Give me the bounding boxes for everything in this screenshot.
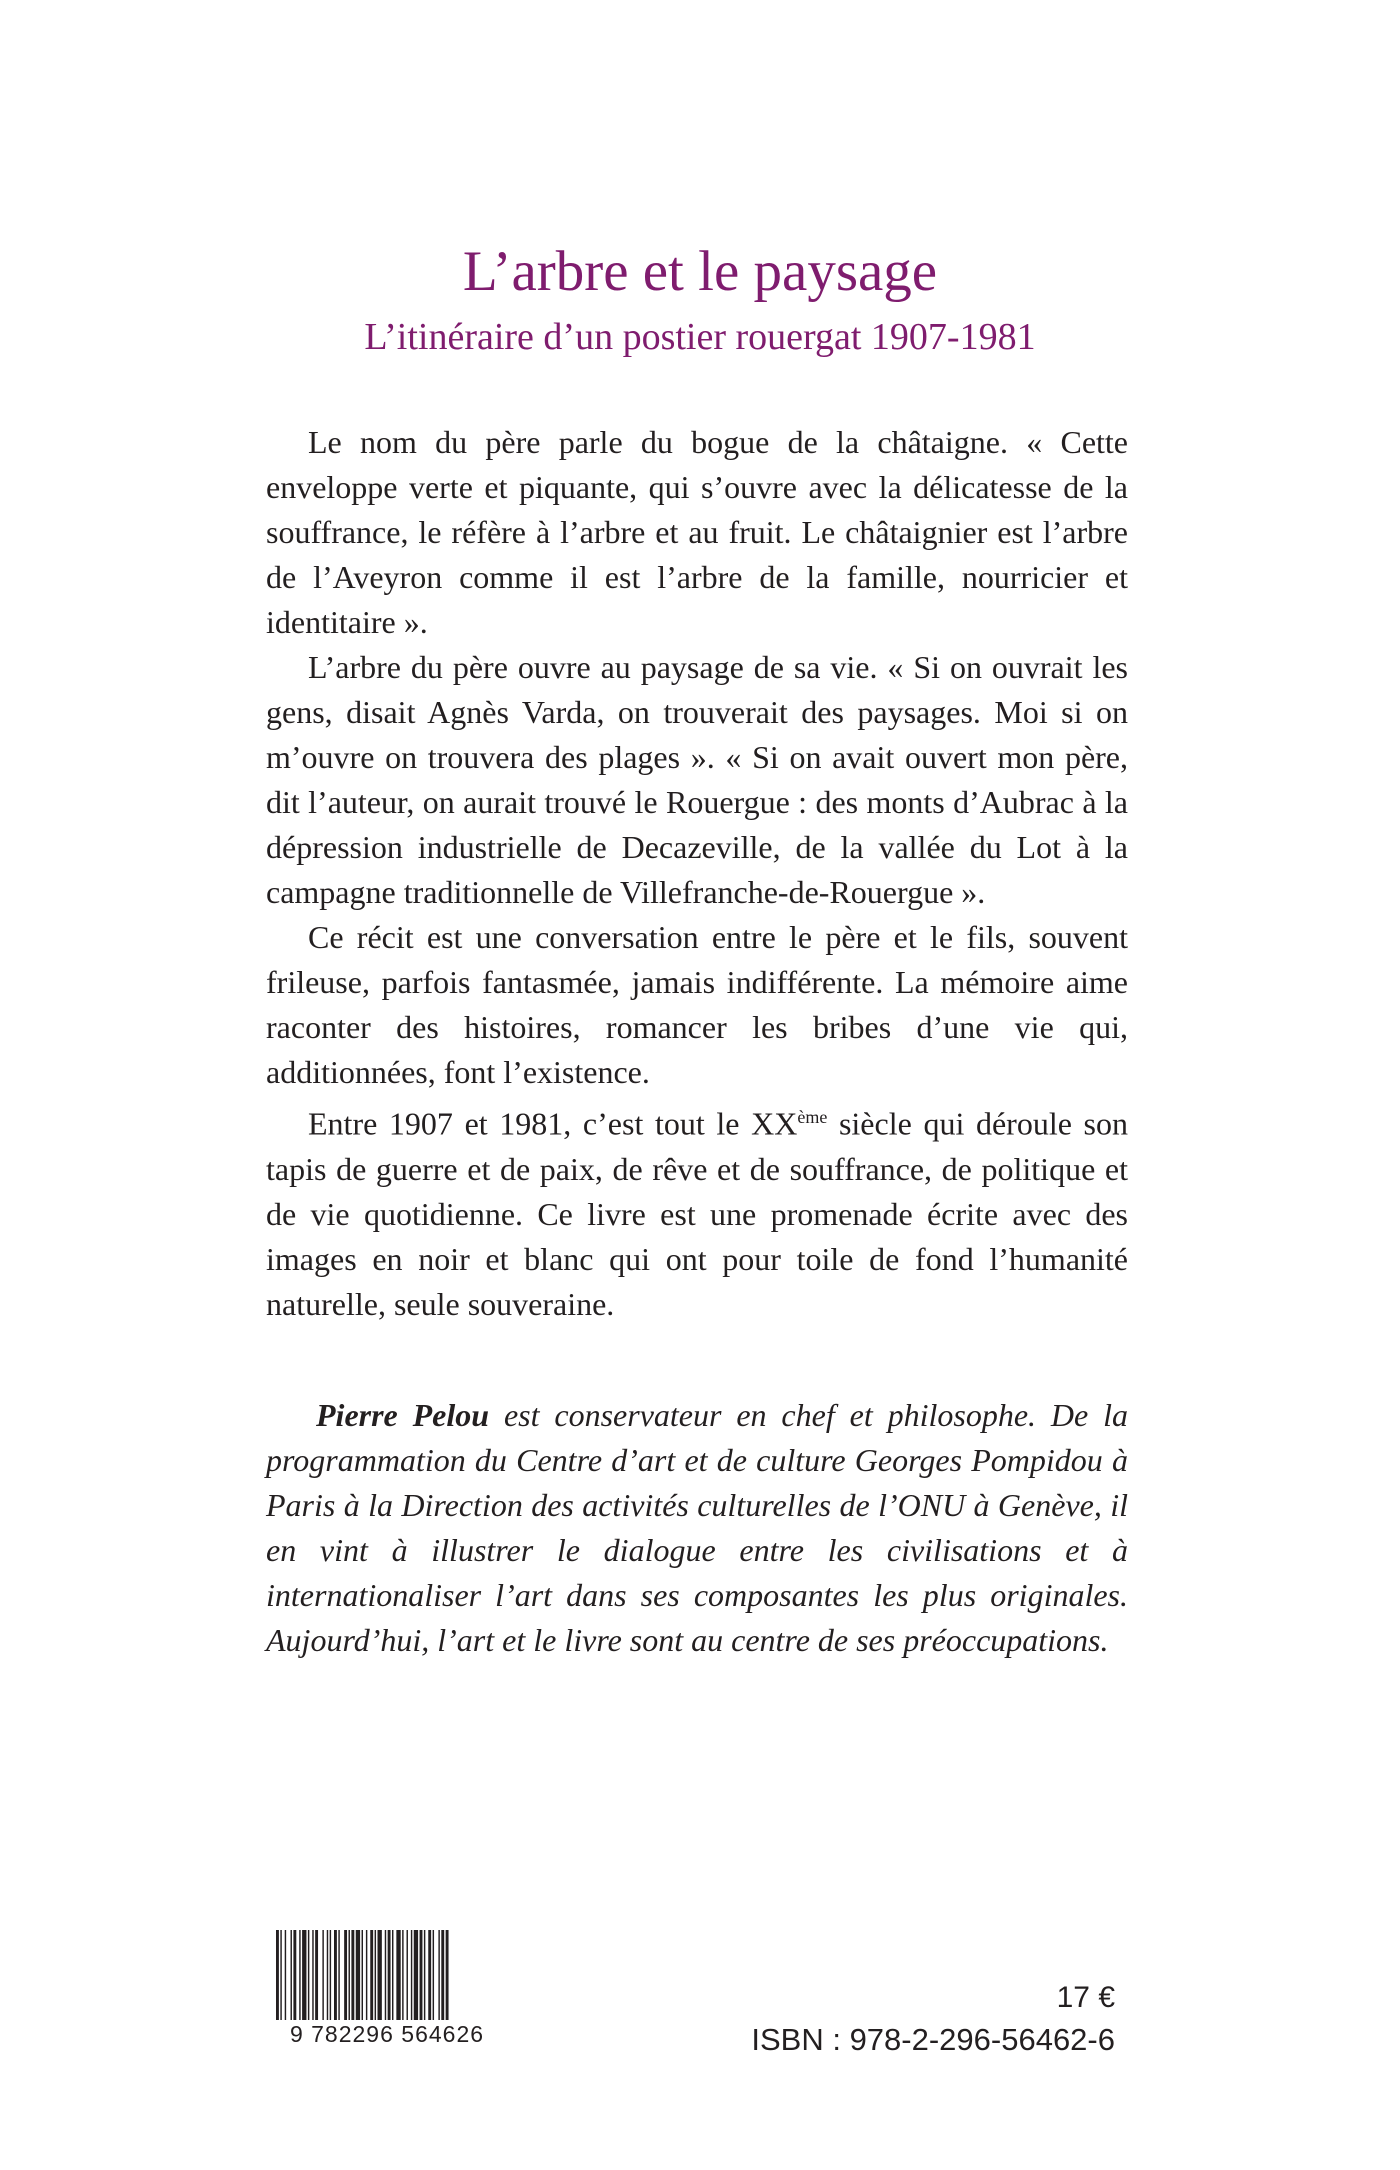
- book-title: L’arbre et le paysage: [462, 240, 938, 303]
- barcode-bar: [441, 1930, 444, 2025]
- barcode-bars: [276, 1930, 498, 2025]
- barcode-bar: [370, 1930, 373, 2025]
- barcode-bar: [351, 1930, 354, 2025]
- barcode-bar: [414, 1930, 418, 2025]
- blurb-paragraph-3: Ce récit est une conversation entre le père et le fils, souvent frileuse, parfois fantasmée, jamais indifférente. La mémoire aime raconter des histoires, romancer les bribes d’une vie qui, additionnées, font l’existence.: [266, 919, 1128, 1090]
- barcode-bar: [302, 1930, 306, 2025]
- author-name: Pierre Pelou: [316, 1397, 490, 1433]
- barcode-bar: [308, 1930, 309, 2025]
- paragraph-4-start: Entre 1907 et 1981, c’est tout le XX: [308, 1105, 798, 1142]
- barcode-bar: [424, 1930, 425, 2025]
- book-subtitle: L’itinéraire d’un postier rouergat 1907-1981: [364, 316, 1036, 358]
- barcode-bar: [299, 1930, 300, 2025]
- barcode-bar: [411, 1930, 412, 2025]
- barcode-bar: [291, 1930, 292, 2025]
- barcode-bar: [396, 1930, 400, 2025]
- barcode-bar: [388, 1930, 391, 2025]
- barcode-bar: [280, 1930, 281, 2025]
- price: 17 €: [1056, 1981, 1115, 2014]
- barcode-bar: [322, 1930, 323, 2025]
- barcode-bar: [392, 1930, 393, 2025]
- barcode-bar: [349, 1930, 350, 2025]
- barcode-bar: [293, 1930, 296, 2025]
- barcode-bar: [366, 1930, 367, 2025]
- barcode-bar: [327, 1930, 328, 2025]
- barcode-bar: [378, 1930, 382, 2025]
- blurb-paragraph-1: Le nom du père parle du bogue de la châtaigne. « Cette enveloppe verte et piquante, qui s’ouvre avec la délicatesse de la souffrance, le réfère à l’arbre et au fruit. Le châtaignier est l’arbre de l’Aveyron comme il est l’arbre de la famille, nourricier et identitaire ».: [266, 424, 1128, 640]
- barcode-bar: [446, 1930, 449, 2025]
- barcode-bar: [285, 1930, 286, 2025]
- barcode-bar: [438, 1930, 439, 2025]
- blurb-paragraph-2: L’arbre du père ouvre au paysage de sa vie. « Si on ouvrait les gens, disait Agnès Varda, on trouverait des paysages. Moi si on m’ouvre on trouvera des plages ». « Si on avait ouvert mon père, dit l’auteur, on aurait trouvé le Rouergue : des monts d’Aubrac à la dépression industrielle de Decazeville, de la vallée du Lot à la campagne traditionnelle de Villefranche-de-Rouergue ».: [266, 649, 1128, 910]
- barcode-bar: [407, 1930, 408, 2025]
- paragraph-4-end: siècle qui déroule son tapis de guerre et de paix, de rêve et de souffrance, de politique et de vie quotidienne. Ce livre est une promenade écrite avec des images en noir et blanc qui ont pour toile de fond l’humanité naturelle, seule souveraine.: [266, 1105, 1129, 1322]
- barcode-bar: [330, 1930, 331, 2025]
- author-bio: [266, 1393, 1128, 1663]
- barcode-digits: 9 782296 564626: [276, 2020, 498, 2048]
- barcode-bar: [428, 1930, 431, 2025]
- barcode-bar: [362, 1930, 363, 2025]
- barcode-bar: [344, 1930, 347, 2025]
- barcode-bar: [433, 1930, 434, 2025]
- barcode-bar: [315, 1930, 318, 2025]
- blurb: [266, 420, 1128, 1327]
- barcode-bar: [402, 1930, 403, 2025]
- author-bio-text: est conservateur en chef et philosophe. De la programmation du Centre d’art et de culture Georges Pompidou à Paris à la Direction des activités culturelles de l’ONU à Genève, il en vint à illustrer le dialogue entre les civilisations et à internationaliser l’art dans ses composantes les plus originales. Aujourd’hui, l’art et le livre sont au centre de ses préoccupations.: [266, 1397, 1129, 1658]
- barcode-bar: [338, 1930, 339, 2025]
- barcode-bar: [375, 1930, 376, 2025]
- barcode-bar: [356, 1930, 360, 2025]
- barcode-bar: [385, 1930, 386, 2025]
- barcode: [276, 1930, 498, 2090]
- isbn: ISBN : 978-2-296-56462-6: [751, 2022, 1115, 2057]
- barcode-bar: [420, 1930, 423, 2025]
- barcode-bar: [276, 1930, 279, 2025]
- superscript: ème: [797, 1107, 828, 1127]
- barcode-bar: [312, 1930, 313, 2025]
- blurb-paragraph-4: [266, 1095, 1128, 1327]
- barcode-bar: [334, 1930, 337, 2025]
